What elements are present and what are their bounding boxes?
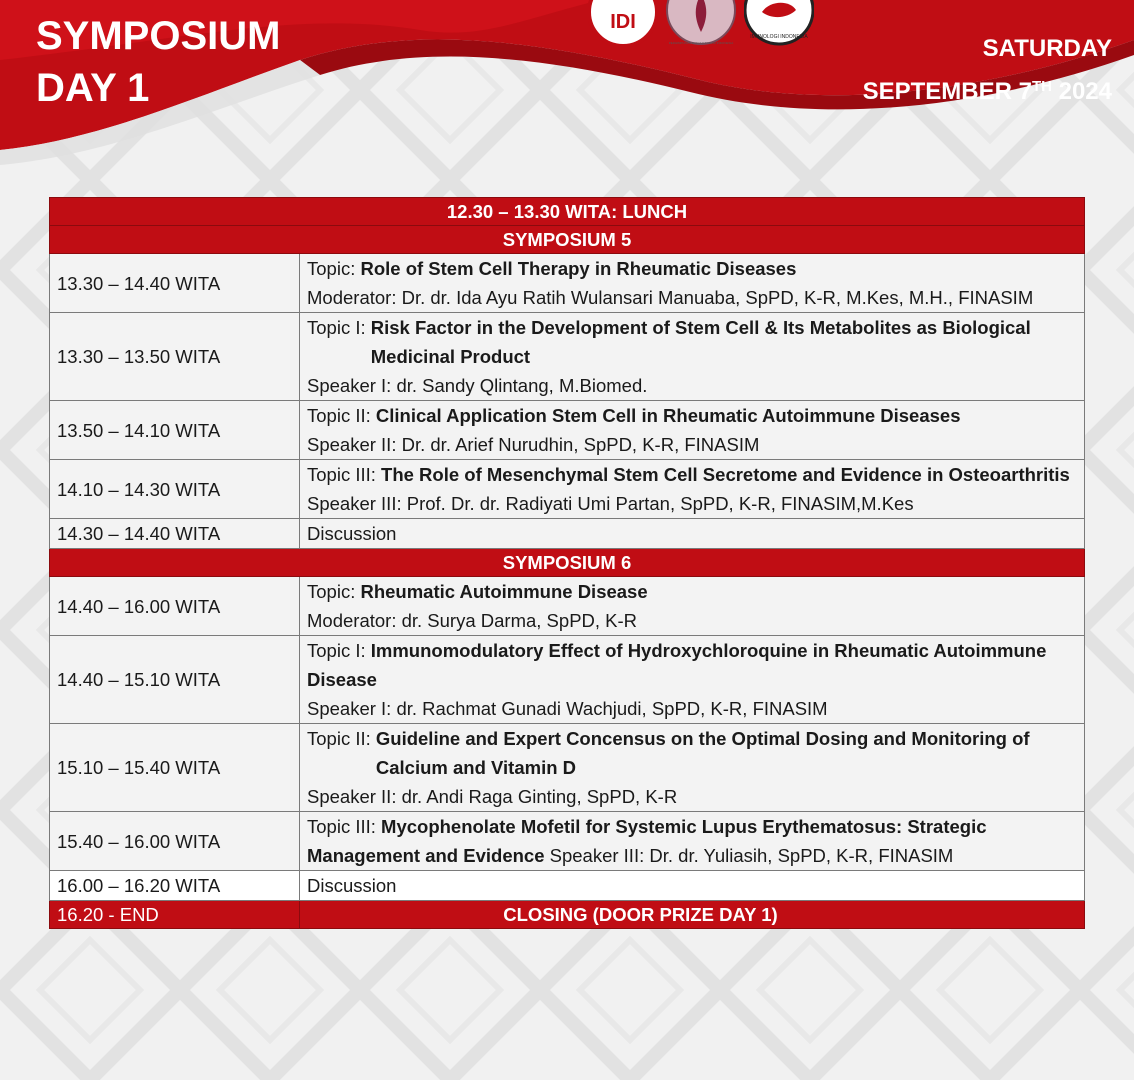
time-cell: 15.40 – 16.00 WITA	[50, 812, 300, 871]
topic-title: Role of Stem Cell Therapy in Rheumatic Diseases	[360, 258, 797, 279]
table-row	[50, 519, 1085, 549]
time-cell: 14.30 – 14.40 WITA	[50, 519, 300, 549]
time-cell: 14.40 – 15.10 WITA	[50, 636, 300, 724]
event-full-date: SEPTEMBER 7TH 2024	[862, 78, 1112, 105]
discussion-cell: Discussion	[300, 519, 1085, 549]
topic-title: Guideline and Expert Concensus on the Optimal Dosing and Monitoring of Calcium and Vitamin D	[375, 728, 1030, 778]
session-cell: Topic III: Mycophenolate Mofetil for Systemic Lupus Erythematosus: Strategic Management and Evidence Speaker III: Dr. dr. Yuliasih, SpPD, K-R, FINASIM	[300, 812, 1085, 871]
session-cell: Topic II: Clinical Application Stem Cell in Rheumatic Autoimmune Diseases Speaker II: Dr. dr. Arief Nurudhin, SpPD, K-R, FINASIM	[300, 401, 1085, 460]
session-cell: Topic I: Immunomodulatory Effect of Hydroxychloroquine in Rheumatic Autoimmune Disease Speaker I: dr. Rachmat Gunadi Wachjudi, SpPD, K-R, FINASIM	[300, 636, 1085, 724]
idi-logo	[588, 0, 658, 46]
time-cell: 14.10 – 14.30 WITA	[50, 460, 300, 519]
time-cell: 15.10 – 15.40 WITA	[50, 724, 300, 812]
session-cell: Topic: Role of Stem Cell Therapy in Rheumatic Diseases Moderator: Dr. dr. Ida Ayu Ratih Wulansari Manuaba, SpPD, K-R, M.Kes, M.H., FINASIM	[300, 254, 1085, 313]
svg-text:IMUNOLOGI INDONESIA: IMUNOLOGI INDONESIA	[750, 34, 808, 40]
table-row	[50, 313, 1085, 401]
page-title	[36, 10, 280, 114]
topic-title: Mycophenolate Mofetil for Systemic Lupus Erythematosus: Strategic Management and Evidence	[307, 816, 987, 866]
topic-title: Risk Factor in the Development of Stem Cell & Its Metabolites as Biological Medicinal Product	[370, 317, 1031, 367]
table-row	[50, 636, 1085, 724]
moderator: Moderator: dr. Surya Darma, SpPD, K-R	[307, 610, 638, 631]
closing-label: CLOSING (DOOR PRIZE DAY 1)	[300, 901, 1085, 929]
speaker: Speaker II: Dr. dr. Arief Nurudhin, SpPD, K-R, FINASIM	[307, 434, 760, 455]
symposium-5-title: SYMPOSIUM 5	[50, 226, 1085, 254]
symposium-5-header	[50, 226, 1085, 254]
speaker: Speaker II: dr. Andi Raga Ginting, SpPD, K-R	[307, 786, 678, 807]
time-cell: 16.00 – 16.20 WITA	[50, 871, 300, 901]
time-cell: 13.30 – 14.40 WITA	[50, 254, 300, 313]
immunology-logo	[744, 0, 814, 46]
table-row	[50, 577, 1085, 636]
topic-title: The Role of Mesenchymal Stem Cell Secretome and Evidence in Osteoarthritis	[381, 464, 1070, 485]
closing-row	[50, 901, 1085, 929]
closing-time: 16.20 - END	[50, 901, 300, 929]
topic-title: Immunomodulatory Effect of Hydroxychloroquine in Rheumatic Autoimmune Disease	[307, 640, 1047, 690]
schedule-table	[49, 197, 1085, 929]
session-cell: Topic III: The Role of Mesenchymal Stem Cell Secretome and Evidence in Osteoarthritis Speaker III: Prof. Dr. dr. Radiyati Umi Partan, SpPD, K-R, FINASIM,M.Kes	[300, 460, 1085, 519]
logo-group	[588, 0, 814, 46]
rheumatology-logo	[666, 0, 736, 46]
svg-text:IDI: IDI	[610, 11, 636, 33]
table-row	[50, 401, 1085, 460]
lunch-label: 12.30 – 13.30 WITA: LUNCH	[50, 198, 1085, 226]
discussion-cell: Discussion	[300, 871, 1085, 901]
time-cell: 13.50 – 14.10 WITA	[50, 401, 300, 460]
event-day: SATURDAY	[982, 35, 1112, 62]
svg-text:PERHIMPUNAN RHEUMATOLOGI INDON: PERHIMPUNAN RHEUMATOLOGI INDONESIA	[668, 41, 734, 45]
symposium-6-title: SYMPOSIUM 6	[50, 549, 1085, 577]
table-row	[50, 871, 1085, 901]
table-row	[50, 254, 1085, 313]
speaker: Speaker III: Dr. dr. Yuliasih, SpPD, K-R, FINASIM	[549, 845, 954, 866]
session-cell: Topic II: Guideline and Expert Concensus on the Optimal Dosing and Monitoring of Calcium and Vitamin D Speaker II: dr. Andi Raga Ginting, SpPD, K-R	[300, 724, 1085, 812]
event-date	[863, 30, 1112, 111]
table-row	[50, 724, 1085, 812]
title-line-2: DAY 1	[36, 66, 150, 110]
lunch-row	[50, 198, 1085, 226]
time-cell: 13.30 – 13.50 WITA	[50, 313, 300, 401]
title-line-1: SYMPOSIUM	[36, 14, 281, 58]
table-row	[50, 812, 1085, 871]
session-cell: Topic: Rheumatic Autoimmune Disease Moderator: dr. Surya Darma, SpPD, K-R	[300, 577, 1085, 636]
time-cell: 14.40 – 16.00 WITA	[50, 577, 300, 636]
speaker: Speaker I: dr. Rachmat Gunadi Wachjudi, SpPD, K-R, FINASIM	[307, 698, 828, 719]
symposium-6-header	[50, 549, 1085, 577]
session-cell: Topic I: Risk Factor in the Development of Stem Cell & Its Metabolites as Biological Medicinal Product Speaker I: dr. Sandy Qlintang, M.Biomed.	[300, 313, 1085, 401]
speaker: Speaker III: Prof. Dr. dr. Radiyati Umi Partan, SpPD, K-R, FINASIM,M.Kes	[307, 493, 914, 514]
topic-title: Clinical Application Stem Cell in Rheumatic Autoimmune Diseases	[375, 405, 961, 426]
moderator: Moderator: Dr. dr. Ida Ayu Ratih Wulansari Manuaba, SpPD, K-R, M.Kes, M.H., FINASIM	[307, 287, 1034, 308]
speaker: Speaker I: dr. Sandy Qlintang, M.Biomed.	[307, 375, 648, 396]
table-row	[50, 460, 1085, 519]
topic-title: Rheumatic Autoimmune Disease	[360, 581, 648, 602]
